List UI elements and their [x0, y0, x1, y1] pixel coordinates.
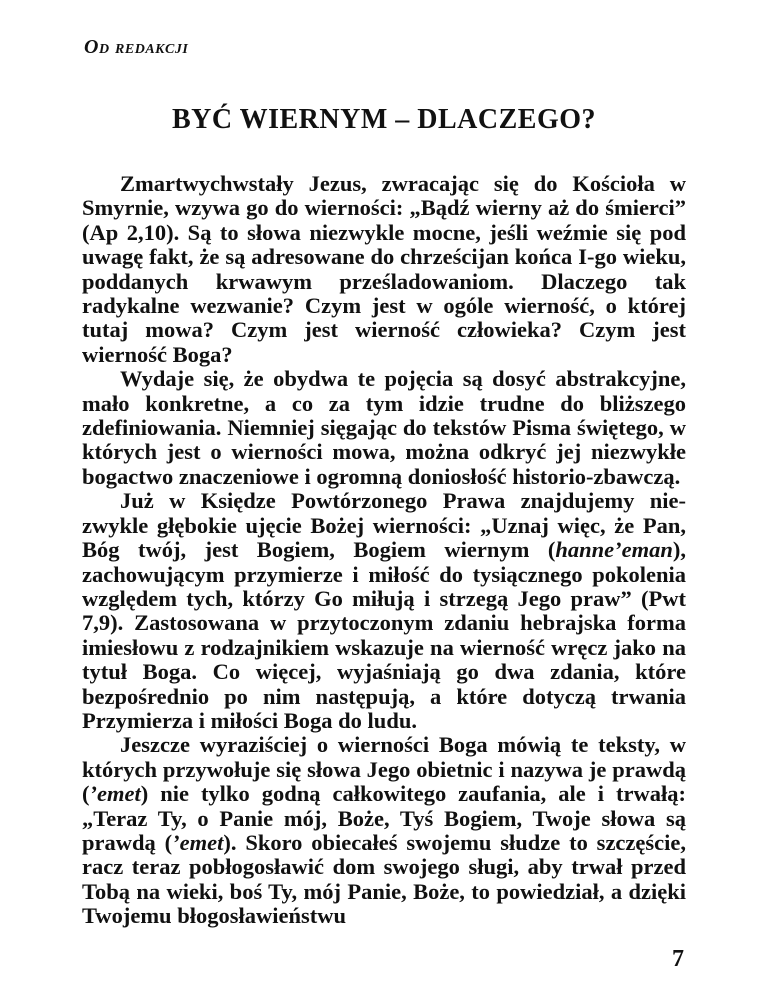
paragraph-4-text-c: ). Skoro obiecałeś swojemu słudze to szczęście, racz teraz pobłogosławić dom swojego sługi, aby trwał przed Tobą na wieki, boś Ty, mój Panie, Boże, to powiedział, a dzięki Twojemu błogosławieństwu — [82, 829, 686, 929]
section-label: Od redakcji — [84, 36, 189, 58]
paragraph-2: Wydaje się, że obydwa te pojęcia są dosyć abstrakcyjne, mało konkretne, a co za tym idzie trudne do bliższego zdefiniowania. Niemniej sięgając do tekstów Pisma świętego, w których jest o wierności mowa, można odkryć jej niezwykłe bogactwo znaczeniowe i ogromną doniosłość historio-zbawczą. — [82, 366, 686, 489]
paragraph-3 — [82, 489, 686, 733]
paragraph-4-text-b: ) nie tylko godną całkowitego zaufania, ale i trwałą: „Teraz Ty, o Panie mój, Boże, Tyś Bogiem, Twoje słowa są prawdą ( — [82, 781, 686, 855]
page-number: 7 — [672, 946, 684, 972]
paragraph-1: Zmartwychwstały Jezus, zwracając się do Kościoła w Smyrnie, wzywa go do wierności: „Bądź wierny aż do śmierci” (Ap 2,10). Są to słowa niezwykle mocne, jeśli weźmie się pod uwagę fakt, że są adresowane do chrześcijan końca I-go wieku, poddanych krwawym prześladowaniom. Dlaczego tak radykalne wezwanie? Czym jest w ogóle wierność, o której tutaj mowa? Czym jest wierność człowieka? Czym jest wierność Boga? — [82, 171, 686, 367]
article-body — [82, 172, 686, 929]
hebrew-term-emet-1: ’emet — [89, 781, 141, 807]
hebrew-term-hanne-eman: hanne’eman — [555, 537, 673, 563]
paragraph-3-text-b: ), zachowującym przymierze i miłość do tysiącznego pokolenia względem tych, którzy Go miłują i strzegą Jego praw” (Pwt 7,9). Zastosowana w przytoczonym zdaniu hebrajska forma imiesłowu z rodzajnikiem wskazuje na wierność wręcz jako na tytuł Boga. Co więcej, wyjaśniają go dwa zdania, które bezpośrednio po nim następują, a które dotyczą trwania Przymierza i miłości Boga do ludu. — [82, 537, 686, 733]
article-title: BYĆ WIERNYM – DLACZEGO? — [171, 104, 597, 135]
paragraph-4 — [82, 733, 686, 928]
paragraph-4-text-a: Jeszcze wyraziściej o wierności Boga mówią te teksty, w których przywołuje się słowa Jego obietnic i nazywa je prawdą ( — [82, 732, 686, 807]
paragraph-3-text-a: Już w Księdze Powtórzonego Prawa znajdujemy niezwykle głębokie ujęcie Bożej wierności: „Uznaj więc, że Pan, Bóg twój, jest Bogiem, Bogiem wiernym ( — [82, 488, 686, 563]
hebrew-term-emet-2: ’emet — [172, 829, 224, 855]
